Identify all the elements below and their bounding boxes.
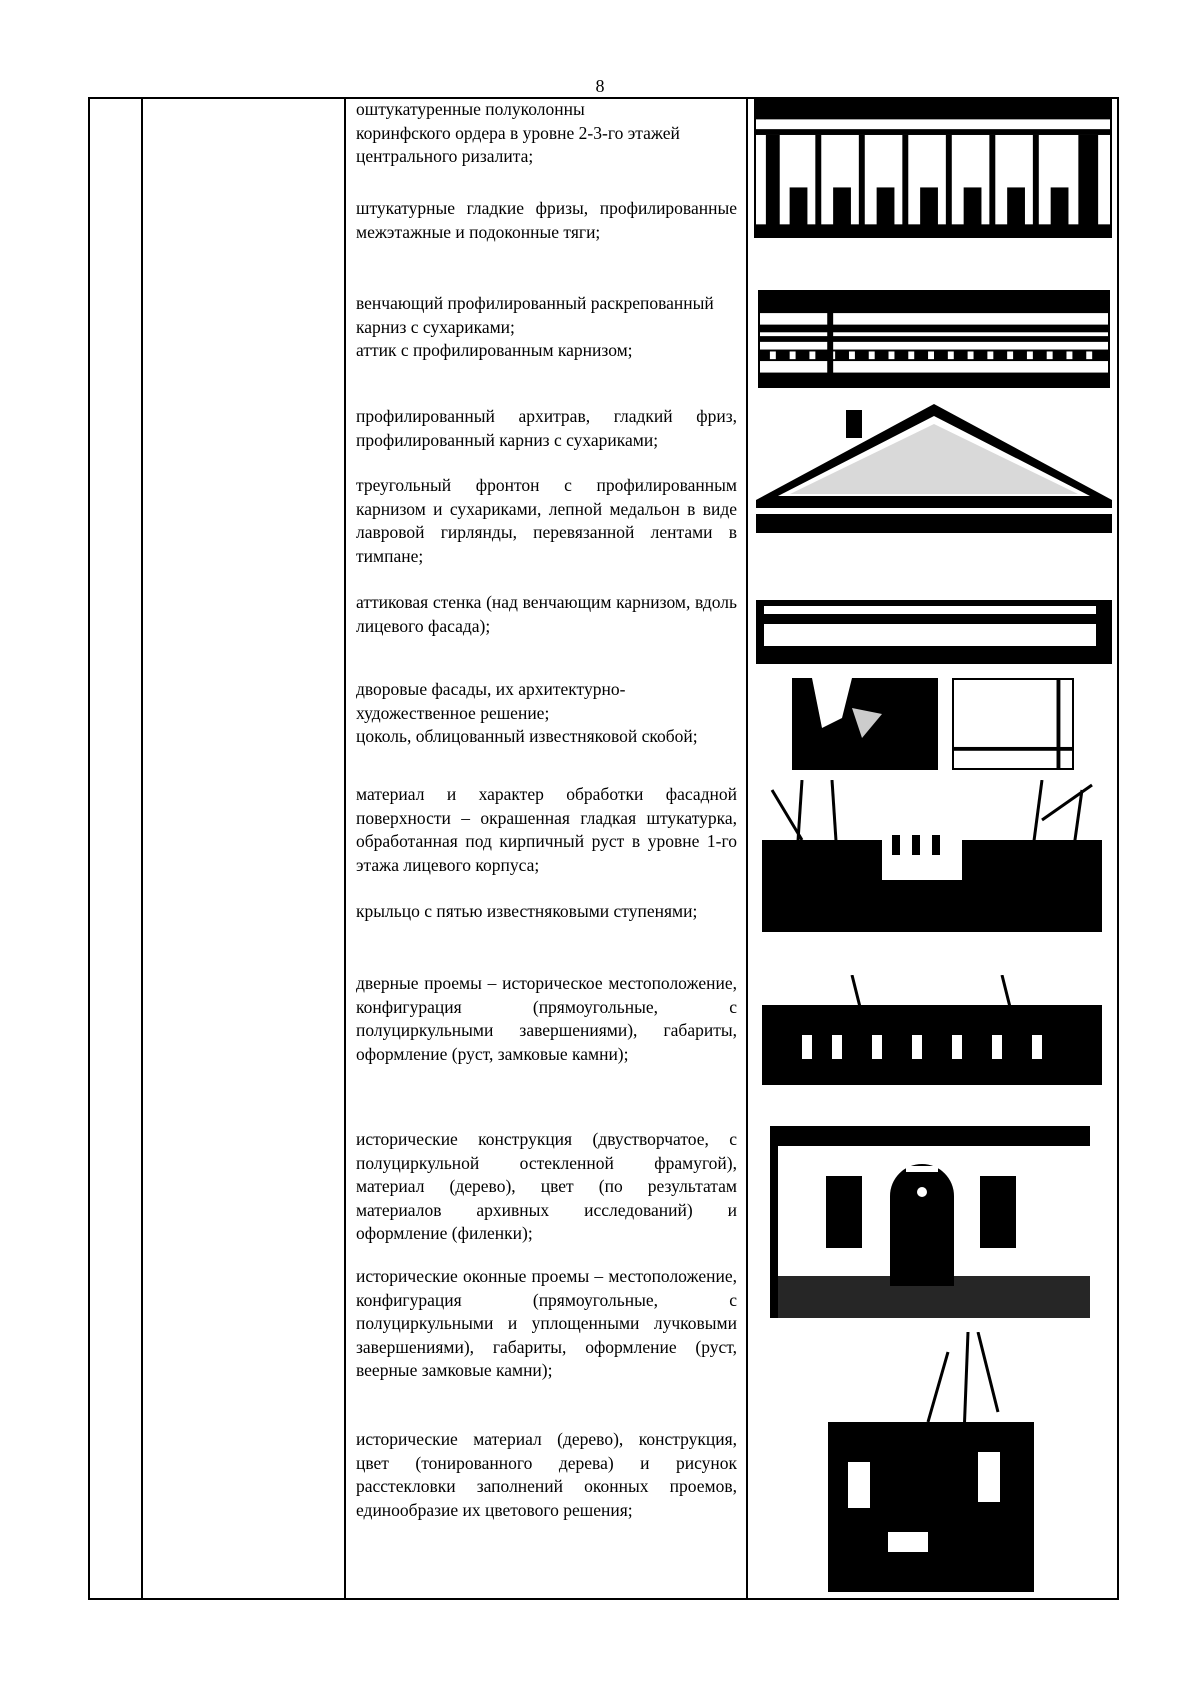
paragraph-porch: крыльцо с пятью известняковыми ступенями; — [356, 901, 698, 921]
facade-trees-photo — [762, 780, 1102, 932]
pediment-photo — [756, 400, 1112, 533]
paragraph-courtyard: дворовые фасады, их архитектурно-художественное решение; цоколь, облицованный известняковой скобой; — [356, 679, 698, 746]
paragraph-doorways: дверные проемы – историческое местоположение, конфигурация (прямоугольные, с полуциркульными завершениями), габариты, оформление (руст, замковые камни); — [356, 973, 737, 1064]
courtyard-photo-right — [952, 678, 1074, 770]
paragraph-windows: исторические оконные проемы – местоположение, конфигурация (прямоугольные, с полуциркульными и уплощенными лучковыми завершениями), габариты, оформление (руст, веерные замковые камни); — [356, 1266, 737, 1380]
paragraph-window-fill: исторические материал (дерево), конструкция, цвет (тонированного дерева) и рисунок расстекловки заполнений оконных проемов, единообразие их цветового решения; — [356, 1429, 737, 1520]
facade-row-photo — [762, 975, 1102, 1101]
paragraph-pediment: треугольный фронтон с профилированным карнизом и сухариками, лепной медальон в виде лавровой гирлянды, перевязанной лентами в тимпане; — [356, 475, 737, 566]
column-divider-3 — [746, 97, 748, 1600]
colonnade-photo — [754, 98, 1112, 238]
doorway-photo — [770, 1126, 1090, 1318]
paragraph-friezes: штукатурные гладкие фризы, профилированные межэтажные и подоконные тяги; — [356, 198, 737, 242]
column-divider-2 — [344, 97, 346, 1600]
paragraph-cornice: венчающий профилированный раскрепованный карниз с сухариками; аттик с профилированным карнизом; — [356, 293, 714, 360]
attic-wall-photo — [756, 586, 1112, 664]
cornice-photo — [758, 290, 1110, 388]
paragraph-architrave: профилированный архитрав, гладкий фриз, профилированный карниз с сухариками; — [356, 406, 737, 450]
window-trees-photo — [828, 1332, 1034, 1592]
courtyard-photo-left — [792, 678, 938, 770]
paragraph-door-construction: исторические конструкция (двустворчатое, с полуциркульной остекленной фрамугой), материал (дерево), цвет (по результатам материалов архивных исследований) и оформление (филенки); — [356, 1129, 737, 1243]
paragraph-semicolumns: оштукатуренные полуколонны коринфского ордера в уровне 2-3-го этажей центрального ризалита; — [356, 99, 680, 166]
paragraph-attic-wall: аттиковая стенка (над венчающим карнизом, вдоль лицевого фасада); — [356, 592, 737, 636]
column-divider-1 — [141, 97, 143, 1600]
page-number: 8 — [595, 76, 605, 96]
paragraph-surface: материал и характер обработки фасадной поверхности – окрашенная гладкая штукатурка, обработанная под кирпичный руст в уровне 1-го этажа лицевого корпуса; — [356, 784, 737, 875]
